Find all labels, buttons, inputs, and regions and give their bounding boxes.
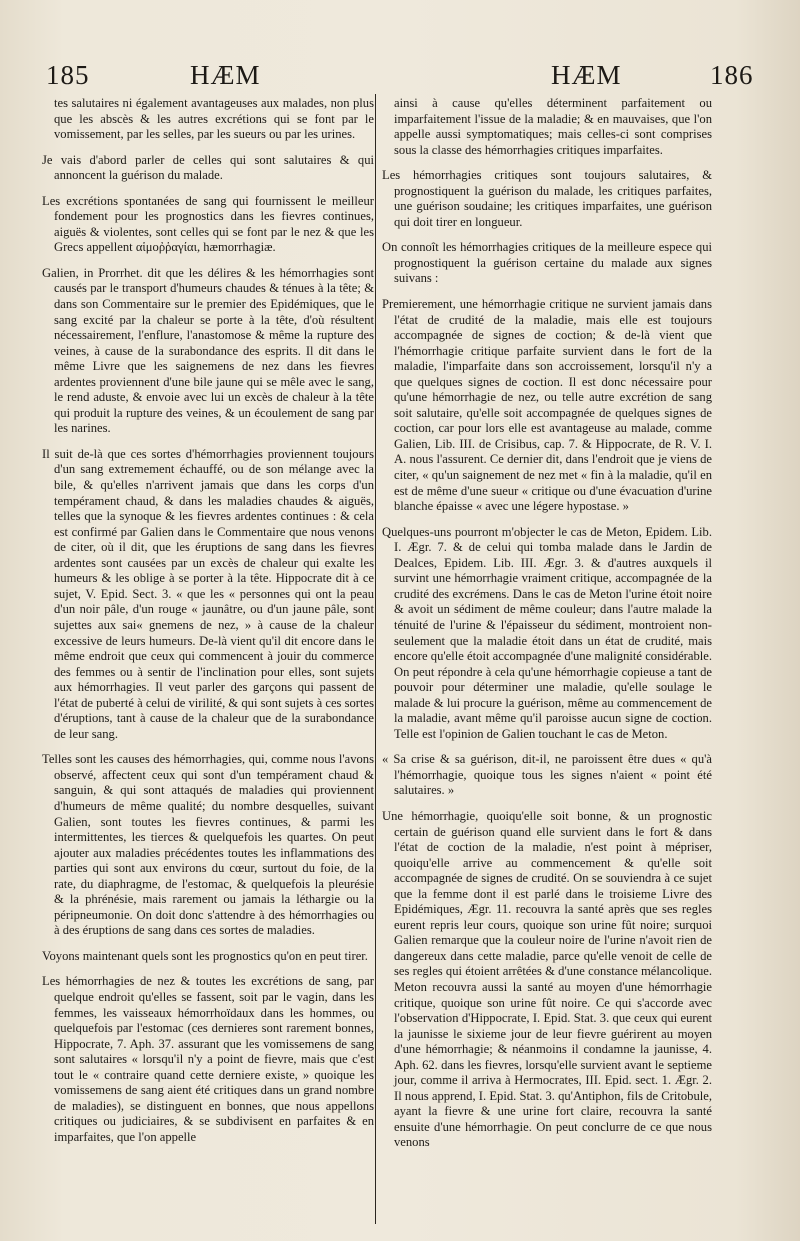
paragraph: Galien, in Prorrhet. dit que les délires & les hémorrhagies sont causés par le transport d'humeurs chaudes & ténues à la tête; & dans son Commentaire sur le premier des Epidémiques, que le sang excité par la chaleur se porte à la tête, d'où résultent nécessairement, l'enflure, l'anastomose & même la rupture des veines, à cause de la surabondance des esprits. Il dit dans le même Livre que les saignemens de nez dans les fievres ardentes proviennent d'une bile jaune qui se mêle avec le sang, le rend aduste, & envoie avec lui un excès de chaleur à la tête qui produit la rupture des veines, & un écoulement de sang par les narines. [42,265,374,436]
paragraph-continuation: ainsi à cause qu'elles déterminent parfaitement ou imparfaitement l'issue de la maladie; & en mauvaises, que l'on appelle aussi symptomatiques; mais celles-ci sont comprises sous la classe des hémorrhagies critiques imparfaites. [394,96,712,157]
paragraph: Les hémorrhagies de nez & toutes les excrétions de sang, par quelque endroit qu'elles se fassent, soit par le vagin, dans les femmes, les vaisseaux hémorrhoïdaux dans les hommes, ou quelquefois par l'estomac (ces dernieres sont rarement bonnes, Hippocrate, 7. Aph. 37. assurant que les vomissemens de sang sont salutaires « lorsqu'il n'y a point de fievre, mais que c'est tout le « contraire quand cette derniere existe, » quoique les vomissemens de sang aient été critiques dans un grand nombre de maladies), se distinguent en bonnes, que nous appellons critiques ou judiciaires, & se subdivisent en parfaites & en imparfaites, que l'on appelle [42,974,374,1144]
paragraph: On connoît les hémorrhagies critiques de la meilleure espece qui prognostiquent la guérison certaine du malade aux signes suivans : [382,240,712,286]
paragraph: Je vais d'abord parler de celles qui sont salutaires & qui annoncent la guérison du malade. [42,152,374,183]
right-running-title: HÆM [551,60,622,90]
right-page-number: 186 [710,60,754,90]
quotation: « Sa crise & sa guérison, dit-il, ne paroissent être dues « qu'à l'hémorrhagie, quoique tous les signes n'aient « point été salutaires. » [382,752,712,798]
left-column [42,96,374,1155]
paragraph: Les excrétions spontanées de sang qui fournissent le meilleur fondement pour les prognostics dans les fievres continues, aiguës & violentes, sont celles qui se font par le nez & que les Grecs appellent αἱμοῤῥαγίαι, hæmorrhagiæ. [42,193,374,255]
column-divider [375,94,376,1224]
right-column [382,96,712,1161]
paragraph-continuation: tes salutaires ni également avantageuses aux malades, non plus que les abscès & les autres excrétions qui se font par le vomissement, par les selles, par les sueurs ou par les urines. [54,96,374,142]
paragraph: Une hémorrhagie, quoiqu'elle soit bonne, & un prognostic certain de guérison quand elle survient dans le fort & dans l'état de coction de la maladie, n'est point à mépriser, quoiqu'elle arrive au commencement & qu'elle soit accompagnée de signes de crudité. On se souviendra à ce sujet que la femme dont il est parlé dans le troisieme Livre des Epidémiques, Ægr. 11. recouvra la santé après que ses regles eurent repris leur cours, quoique son urine fût noire; surquoi Galien remarque que la couleur noire de l'urine n'avoit rien de dangereux dans cette maladie, parce qu'elle venoit de celle de ses regles qui étoient arrêtées & d'une constance mélancolique. Meton recouvra aussi la santé au moyen d'une hémorrhagie critique, quoique son urine fût noire. Ce qui s'accorde avec l'observation d'Hippocrate, I. Epid. Stat. 3. que ceux qui eurent la jaunisse le sixieme jour de leur fievre guérirent au moyen d'une hémorrhagie; & néanmoins il condamne la jaunisse, 4. Aph. 62. dans les fievres, lorsqu'elle survient avant le septieme jour, comme il arriva à Hermocrates, III. Epid. sect. 1. Ægr. 2. Il nous apprend, I. Epid. Stat. 3. qu'Antiphon, fils de Critobule, ayant la fievre & une urine fort claire, recouvra la santé ensuite d'une hémorrhagie. On peut conclurre de ce que nous venons [382,808,712,1150]
paragraph: Premierement, une hémorrhagie critique ne survient jamais dans l'état de crudité de la maladie, mais elle est toujours accompagnée de signes de coction; & de-là vient que l'hémorrhagie critique parfaite survient dans le fort de la maladie, l'imparfaite dans son accroissement, lorsqu'il n'y a que quelques signes de coction. Il est donc nécessaire pour qu'une hémorrhagie de nez, ou telle autre excrétion de sang soit salutaire, qu'elle soit accompagnée de quelques signes de coction, car pour lors elle est avantageuse au malade, comme Galien, Lib. III. de Crisibus, cap. 7. & Hippocrate, de R. V. I. A. nous l'assurent. Ce dernier dit, dans l'endroit que je viens de citer, « qu'un saignement de nez met « fin à la maladie, qu'il en est de même d'une sueur « critique ou d'une évacuation d'urine blanche épaisse « avec une légere hypostase. » [382,297,712,514]
running-header [42,52,770,96]
paragraph: Voyons maintenant quels sont les prognostics qu'on en peut tirer. [42,948,368,963]
paragraph: Il suit de-là que ces sortes d'hémorrhagies proviennent toujours d'un sang extremement échauffé, ou de son mélange avec la bile, & qu'elles n'arrivent jamais que dans les corps d'un tempérament chaud, & dans les maladies chaudes & aiguës, telles que la synoque & les fievres ardentes continues : & cela est confirmé par Galien dans le Commentaire que nous venons de citer, où il dit, que les éruptions de sang dans les fievres ardentes sont causées par un excès de chaleur qui exalte les humeurs & les oblige à se porter à la tête. Hippocrate dit à ce sujet, V. Epid. Sect. 3. « que les « personnes qui ont la peau d'un noir pâle, d'un rouge « jaunâtre, ou d'un jaune pâle, sont sujettes aux sai« gnemens de nez, » à cause de la chaleur excessive de leurs humeurs. De-là vient qu'il dit encore dans le même endroit que ceux qui commencent à jouir du commerce des femmes ou à sentir de l'inclination pour elles, sont sujets aux hémorrhagies. Il veut parler des garçons qui passent de l'état de puberté à celui de virilité, & qui sont sujets à ces sortes d'éruptions, tant à cause de la chaleur que de la surabondance de leur sang. [42,446,374,741]
paragraph: Telles sont les causes des hémorrhagies, qui, comme nous l'avons observé, affectent ceux qui sont d'un tempérament chaud & sanguin, & qui sont attaqués de maladies qui proviennent d'humeurs de même qualité; du nombre desquelles, suivant Galien, sont toutes les fievres continues, & parmi les intermittentes, les tierces & quelquefois les quartes. On peut ajouter aux maladies précédentes toutes les inflammations des parties qui sont aux environs du cœur, surtout du foie, de la rate, du diaphragme, de l'estomac, & quelquefois la pleurésie & la phrénésie, mais rarement ou jamais la léthargie ou la péripneumonie. On doit donc s'attendre à des hémorrhagies ou à des éruptions de sang dans ces sortes de maladies. [42,752,374,938]
paragraph: Quelques-uns pourront m'objecter le cas de Meton, Epidem. Lib. I. Ægr. 7. & de celui qui tomba malade dans le Jardin de Dealces, Epidem. Lib. III. Ægr. 3. & d'autres auxquels il survint une hémorrhagie vraiment critique, accompagnée de la crudité des excrémens. Dans le cas de Meton l'urine étoit noire & avoit un sédiment de même couleur; dans l'autre malade la ténuité de l'urine & l'épaisseur du sédiment, montroient non-seulement que la maladie étoit dans un état de crudité, mais encore qu'elle étoit accompagnée d'une malignité considérable. On peut répondre à cela qu'une hémorrhagie copieuse a tant de pouvoir pour déterminer une maladie, qu'elle soulage le malade & lui procure la guérison, même au commencement de la maladie, avant même qu'il paroisse aucun signe de coction. Telle est l'opinion de Galien touchant le cas de Meton. [382,524,712,741]
left-running-title: HÆM [190,60,261,90]
paragraph: Les hémorrhagies critiques sont toujours salutaires, & prognostiquent la guérison du malade, les critiques parfaites, une guérison soudaine; les critiques imparfaites, une guérison qui doit tirer en longueur. [382,168,712,229]
left-page-number: 185 [46,60,90,90]
